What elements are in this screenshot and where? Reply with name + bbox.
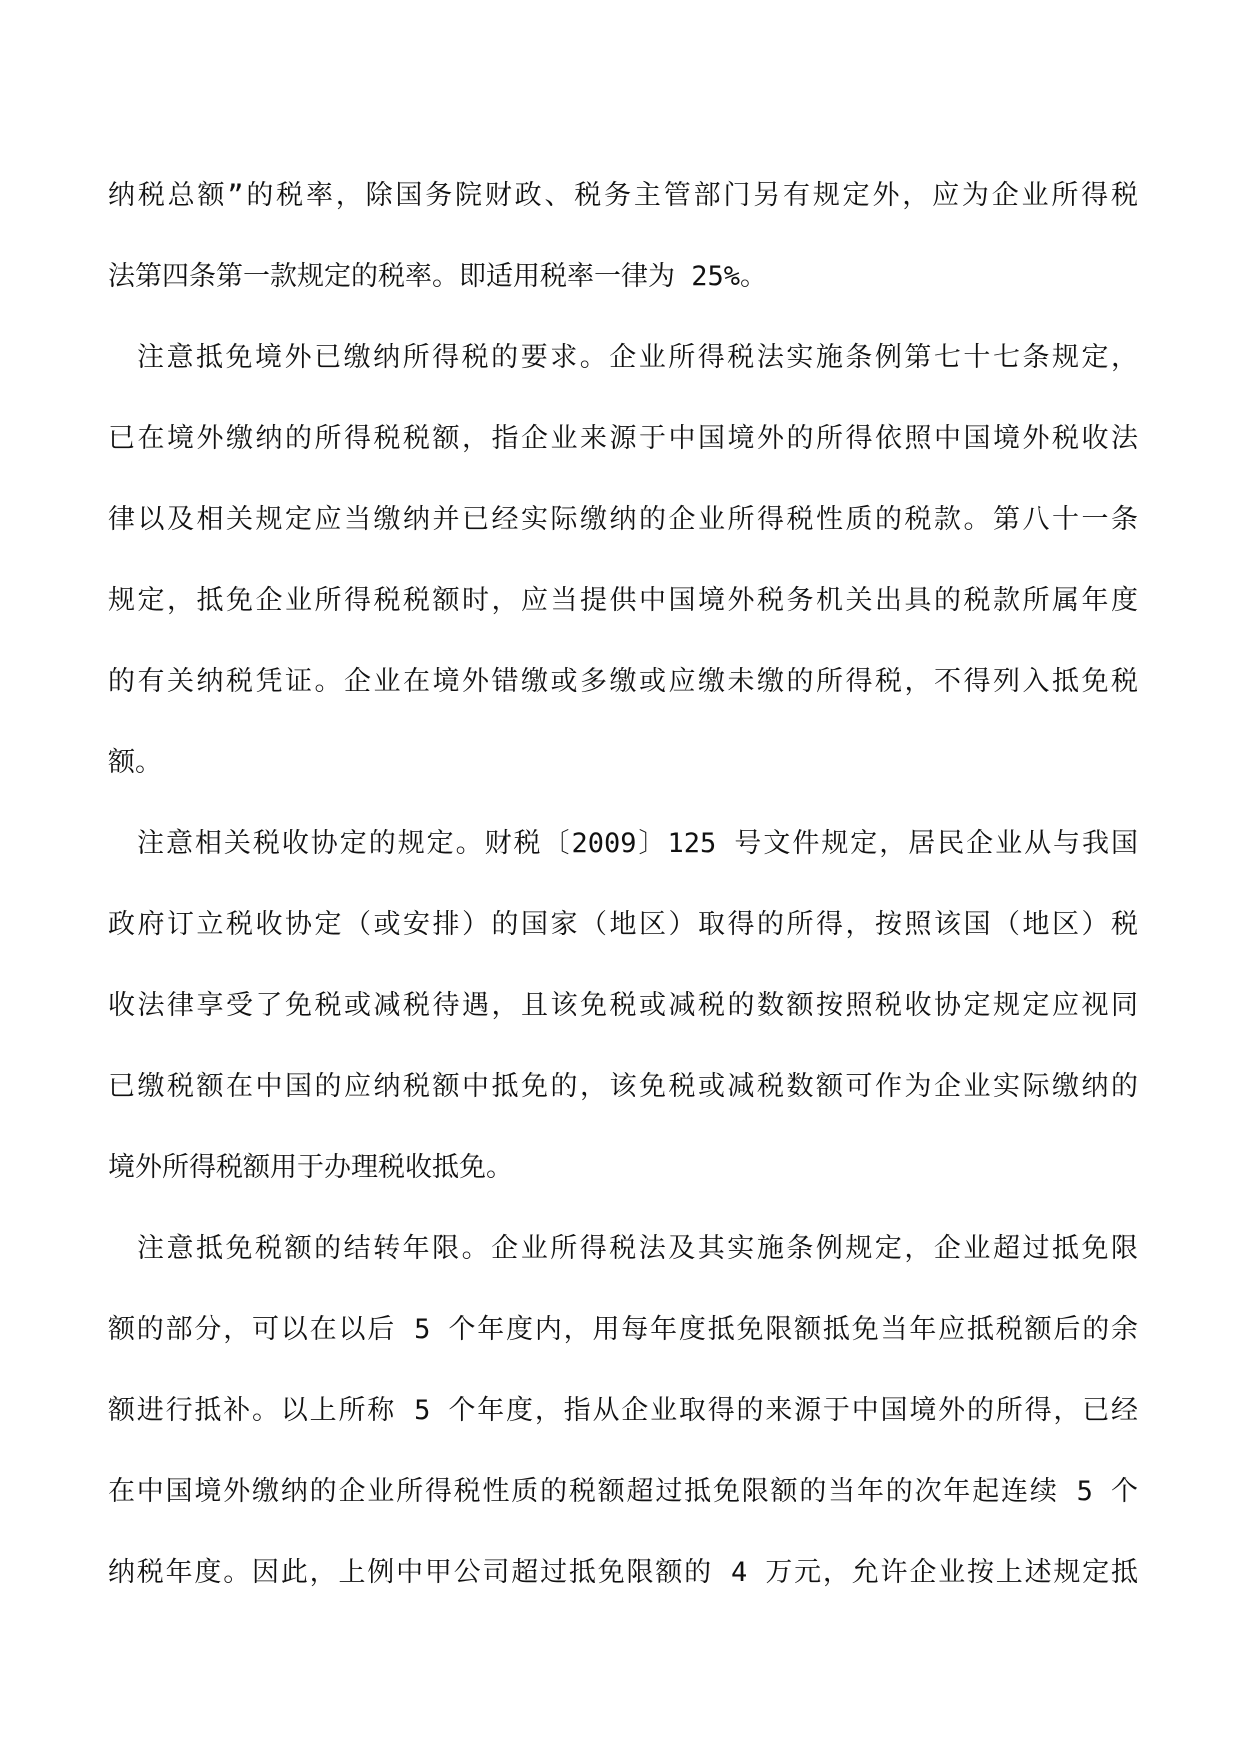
text-line: 律以及相关规定应当缴纳并已经实际缴纳的企业所得税性质的税款。第八十一条 (108, 504, 1138, 535)
paragraph-first-line: 注意抵免境外已缴纳所得税的要求。企业所得税法实施条例第七十七条规定， (137, 342, 1138, 373)
text-line: 规定，抵免企业所得税税额时，应当提供中国境外税务机关出具的税款所属年度 (108, 585, 1138, 616)
text-line: 政府订立税收协定（或安排）的国家（地区）取得的所得，按照该国（地区）税 (108, 909, 1138, 940)
text-line: 纳税年度。因此，上例中甲公司超过抵免限额的 4 万元，允许企业按上述规定抵 (108, 1557, 1138, 1588)
document-body (108, 155, 1138, 1613)
paragraph-first-line: 注意相关税收协定的规定。财税〔2009〕125 号文件规定，居民企业从与我国 (137, 828, 1138, 859)
text-line: 额的部分，可以在以后 5 个年度内，用每年度抵免限额抵免当年应抵税额后的余 (108, 1314, 1138, 1345)
text-line: 纳税总额”的税率，除国务院财政、税务主管部门另有规定外，应为企业所得税 (108, 180, 1138, 211)
text-line: 额。 (108, 747, 162, 778)
text-line: 收法律享受了免税或减税待遇，且该免税或减税的数额按照税收协定规定应视同 (108, 990, 1138, 1021)
text-line: 已缴税额在中国的应纳税额中抵免的，该免税或减税数额可作为企业实际缴纳的 (108, 1071, 1138, 1102)
text-line: 的有关纳税凭证。企业在境外错缴或多缴或应缴未缴的所得税，不得列入抵免税 (108, 666, 1138, 697)
text-line: 在中国境外缴纳的企业所得税性质的税额超过抵免限额的当年的次年起连续 5 个 (108, 1476, 1138, 1507)
text-line: 已在境外缴纳的所得税税额，指企业来源于中国境外的所得依照中国境外税收法 (108, 423, 1138, 454)
text-line: 法第四条第一款规定的税率。即适用税率一律为 25%。 (108, 261, 768, 292)
paragraph-first-line: 注意抵免税额的结转年限。企业所得税法及其实施条例规定，企业超过抵免限 (137, 1233, 1138, 1264)
text-line: 境外所得税额用于办理税收抵免。 (108, 1152, 513, 1183)
text-line: 额进行抵补。以上所称 5 个年度，指从企业取得的来源于中国境外的所得，已经 (108, 1395, 1138, 1426)
